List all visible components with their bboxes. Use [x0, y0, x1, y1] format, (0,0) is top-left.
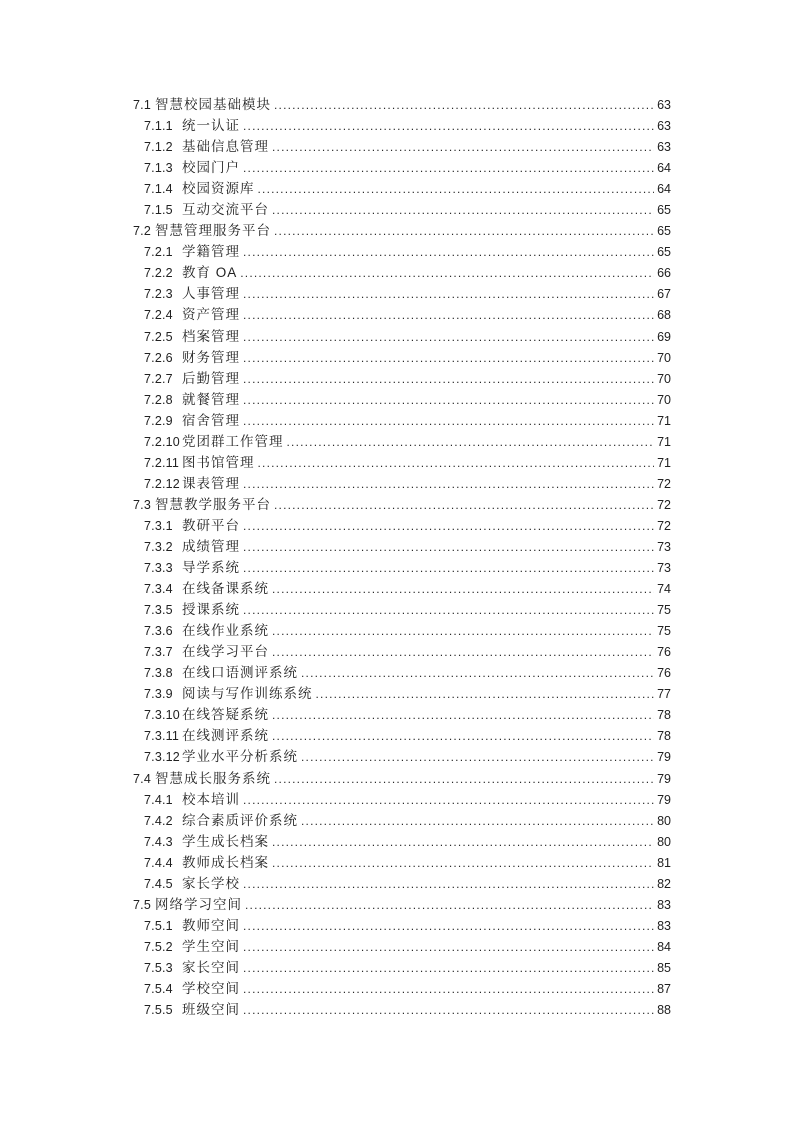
toc-entry-page-number: 79 — [657, 792, 671, 807]
toc-dot-leader — [301, 747, 654, 768]
toc-entry-title: 就餐管理 — [182, 391, 240, 407]
toc-entry-title: 学校空间 — [182, 980, 240, 996]
toc-entry[interactable] — [133, 452, 671, 473]
toc-entry-page-number: 83 — [657, 918, 671, 933]
toc-entry-page-number: 72 — [657, 476, 671, 491]
toc-entry-title: 网络学习空间 — [155, 896, 242, 912]
toc-entry[interactable] — [133, 536, 671, 557]
toc-entry[interactable] — [133, 473, 671, 494]
toc-entry-title: 学业水平分析系统 — [182, 749, 298, 765]
toc-dot-leader — [272, 705, 654, 726]
toc-entry[interactable] — [133, 347, 671, 368]
toc-entry-page-number: 84 — [657, 939, 671, 954]
toc-entry-page-number: 64 — [657, 161, 671, 176]
toc-entry-title: 教师成长档案 — [182, 854, 269, 870]
toc-entry-title: 校园门户 — [182, 160, 240, 176]
toc-entry[interactable] — [133, 136, 671, 157]
toc-entry-number: 7.1.3 — [144, 161, 173, 176]
toc-entry-title: 党团群工作管理 — [182, 433, 284, 449]
toc-entry-number: 7.4.4 — [144, 855, 173, 870]
toc-entry[interactable] — [133, 178, 671, 199]
toc-entry-number: 7.4.1 — [144, 792, 173, 807]
toc-entry[interactable] — [133, 431, 671, 452]
toc-entry[interactable] — [133, 515, 671, 536]
toc-entry-title: 学生成长档案 — [182, 833, 269, 849]
toc-entry-title: 在线备课系统 — [182, 581, 269, 597]
toc-entry-number: 7.3.12 — [144, 750, 180, 765]
toc-entry-title: 人事管理 — [182, 286, 240, 302]
toc-entry[interactable] — [133, 873, 671, 894]
toc-dot-leader — [243, 116, 654, 137]
toc-entry-page-number: 63 — [657, 140, 671, 155]
toc-entry-number: 7.1.4 — [144, 182, 173, 197]
toc-entry[interactable] — [133, 410, 671, 431]
toc-dot-leader — [243, 305, 654, 326]
toc-entry[interactable] — [133, 304, 671, 325]
toc-dot-leader — [272, 200, 654, 221]
toc-entry[interactable] — [133, 831, 671, 852]
toc-entry-page-number: 76 — [657, 645, 671, 660]
toc-entry[interactable] — [133, 157, 671, 178]
toc-entry-number: 7.3.7 — [144, 645, 173, 660]
toc-entry-number: 7.4 — [133, 771, 151, 786]
toc-entry[interactable] — [133, 683, 671, 704]
toc-dot-leader — [274, 95, 654, 116]
toc-entry-number: 7.1.1 — [144, 119, 173, 134]
toc-entry[interactable] — [133, 241, 671, 262]
toc-entry-page-number: 70 — [657, 371, 671, 386]
toc-entry-number: 7.3 — [133, 497, 151, 512]
toc-entry-title: 学籍管理 — [182, 244, 240, 260]
toc-entry-title: 在线作业系统 — [182, 623, 269, 639]
toc-dot-leader — [274, 769, 654, 790]
toc-entry-title: 后勤管理 — [182, 370, 240, 386]
toc-entry[interactable] — [133, 283, 671, 304]
toc-entry-number: 7.3.5 — [144, 603, 173, 618]
toc-dot-leader — [243, 327, 654, 348]
toc-entry-title: 宿舍管理 — [182, 412, 240, 428]
toc-dot-leader — [243, 1000, 654, 1021]
toc-dot-leader — [240, 263, 654, 284]
toc-entry-number: 7.2.9 — [144, 413, 173, 428]
toc-dot-leader — [243, 916, 654, 937]
toc-dot-leader — [243, 242, 654, 263]
toc-entry[interactable] — [133, 94, 671, 115]
toc-entry[interactable] — [133, 725, 671, 746]
toc-entry-title: 智慧成长服务系统 — [155, 770, 271, 786]
toc-dot-leader — [243, 158, 654, 179]
toc-entry-title: 智慧管理服务平台 — [155, 223, 271, 239]
toc-entry-page-number: 74 — [657, 582, 671, 597]
toc-dot-leader — [243, 284, 654, 305]
toc-entry-number: 7.2.4 — [144, 308, 173, 323]
toc-entry-page-number: 70 — [657, 392, 671, 407]
toc-entry-number: 7.1 — [133, 98, 151, 112]
toc-entry-title: 统一认证 — [182, 118, 240, 134]
toc-entry-page-number: 72 — [657, 518, 671, 533]
toc-entry-page-number: 71 — [657, 455, 671, 470]
toc-entry-number: 7.4.3 — [144, 834, 173, 849]
toc-dot-leader — [243, 979, 654, 1000]
toc-dot-leader — [316, 684, 655, 705]
toc-entry-page-number: 71 — [657, 434, 671, 449]
toc-entry-page-number: 76 — [657, 666, 671, 681]
toc-entry-title: 校园资源库 — [182, 181, 255, 197]
toc-dot-leader — [243, 600, 654, 621]
toc-dot-leader — [258, 453, 655, 474]
toc-dot-leader — [272, 832, 654, 853]
toc-entry-number: 7.2.11 — [144, 455, 180, 470]
toc-dot-leader — [274, 495, 654, 516]
toc-entry-page-number: 78 — [657, 708, 671, 723]
toc-dot-leader — [243, 411, 654, 432]
toc-dot-leader — [301, 663, 654, 684]
toc-entry[interactable] — [133, 704, 671, 725]
toc-entry-page-number: 63 — [657, 119, 671, 134]
toc-entry-page-number: 88 — [657, 1003, 671, 1018]
toc-entry-number: 7.3.2 — [144, 539, 173, 554]
toc-dot-leader — [243, 874, 654, 895]
toc-dot-leader — [272, 642, 654, 663]
toc-dot-leader — [272, 853, 654, 874]
toc-entry-title: 班级空间 — [182, 1002, 240, 1018]
toc-entry-title: 成绩管理 — [182, 538, 240, 554]
toc-entry-page-number: 64 — [657, 182, 671, 197]
toc-entry[interactable] — [133, 789, 671, 810]
toc-entry-title: 图书馆管理 — [182, 454, 255, 470]
toc-entry-title: 资产管理 — [182, 307, 240, 323]
toc-entry[interactable] — [133, 620, 671, 641]
toc-entry-title: 档案管理 — [182, 328, 240, 344]
toc-entry-page-number: 85 — [657, 960, 671, 975]
toc-entry-number: 7.5.3 — [144, 960, 173, 975]
toc-entry-page-number: 63 — [657, 98, 671, 112]
toc-entry-title: 学生空间 — [182, 938, 240, 954]
toc-entry-number: 7.5.4 — [144, 981, 173, 996]
toc-dot-leader — [243, 958, 654, 979]
toc-entry-number: 7.2 — [133, 224, 151, 239]
toc-entry-title: 智慧校园基础模块 — [155, 97, 271, 112]
toc-entry-number: 7.2.12 — [144, 476, 180, 491]
toc-entry[interactable] — [133, 199, 671, 220]
toc-entry-number: 7.5.1 — [144, 918, 173, 933]
toc-list — [133, 94, 671, 1020]
toc-entry-number: 7.5 — [133, 897, 151, 912]
toc-entry-title: 在线答疑系统 — [182, 707, 269, 723]
toc-entry-title: 在线口语测评系统 — [182, 665, 298, 681]
toc-entry-page-number: 65 — [657, 203, 671, 218]
toc-entry[interactable] — [133, 220, 671, 241]
toc-dot-leader — [287, 432, 655, 453]
toc-entry[interactable] — [133, 936, 671, 957]
toc-entry[interactable] — [133, 768, 671, 789]
toc-entry-number: 7.2.8 — [144, 392, 173, 407]
toc-entry-page-number: 79 — [657, 771, 671, 786]
toc-entry[interactable] — [133, 368, 671, 389]
toc-dot-leader — [258, 179, 655, 200]
toc-entry-title: 阅读与写作训练系统 — [182, 686, 313, 702]
toc-entry-title: 家长学校 — [182, 875, 240, 891]
toc-entry-number: 7.2.1 — [144, 245, 173, 260]
toc-dot-leader — [272, 137, 654, 158]
toc-entry[interactable] — [133, 641, 671, 662]
toc-entry-page-number: 66 — [657, 266, 671, 281]
toc-entry-title: 基础信息管理 — [182, 139, 269, 155]
toc-entry-title: 财务管理 — [182, 349, 240, 365]
toc-entry-page-number: 65 — [657, 245, 671, 260]
toc-entry-page-number: 79 — [657, 750, 671, 765]
toc-entry-page-number: 71 — [657, 413, 671, 428]
toc-entry-page-number: 73 — [657, 539, 671, 554]
toc-entry-number: 7.2.5 — [144, 329, 173, 344]
toc-entry-title: 校本培训 — [182, 791, 240, 807]
toc-entry[interactable] — [133, 894, 671, 915]
toc-entry-title: 教研平台 — [182, 517, 240, 533]
toc-dot-leader — [243, 558, 654, 579]
toc-entry[interactable] — [133, 810, 671, 831]
toc-entry-title: 课表管理 — [182, 475, 240, 491]
toc-entry[interactable] — [133, 389, 671, 410]
toc-entry-number: 7.4.2 — [144, 813, 173, 828]
toc-dot-leader — [272, 579, 654, 600]
toc-entry-number: 7.2.10 — [144, 434, 180, 449]
toc-entry-title: 家长空间 — [182, 959, 240, 975]
toc-entry-number: 7.2.2 — [144, 266, 173, 281]
toc-entry[interactable] — [133, 978, 671, 999]
toc-entry-page-number: 80 — [657, 813, 671, 828]
toc-entry-page-number: 80 — [657, 834, 671, 849]
toc-entry-title: 在线测评系统 — [182, 728, 269, 744]
toc-entry[interactable] — [133, 746, 671, 767]
toc-entry-number: 7.3.10 — [144, 708, 180, 723]
toc-dot-leader — [243, 369, 654, 390]
toc-entry[interactable] — [133, 852, 671, 873]
toc-dot-leader — [245, 895, 654, 916]
toc-dot-leader — [243, 348, 654, 369]
toc-dot-leader — [301, 811, 654, 832]
toc-entry-page-number: 70 — [657, 350, 671, 365]
toc-entry[interactable] — [133, 115, 671, 136]
toc-dot-leader — [243, 516, 654, 537]
toc-entry[interactable] — [133, 494, 671, 515]
toc-entry-number: 7.2.6 — [144, 350, 173, 365]
toc-dot-leader — [243, 790, 654, 811]
toc-entry-number: 7.5.2 — [144, 939, 173, 954]
toc-entry-title: 教育 OA — [182, 265, 238, 281]
toc-entry-number: 7.5.5 — [144, 1003, 173, 1018]
toc-entry[interactable] — [133, 999, 671, 1020]
toc-entry[interactable] — [133, 262, 671, 283]
toc-entry-page-number: 82 — [657, 876, 671, 891]
toc-entry-title: 教师空间 — [182, 917, 240, 933]
toc-entry-page-number: 68 — [657, 308, 671, 323]
toc-entry-page-number: 77 — [657, 687, 671, 702]
toc-entry-page-number: 73 — [657, 561, 671, 576]
toc-entry-page-number: 75 — [657, 624, 671, 639]
toc-entry-title: 综合素质评价系统 — [182, 812, 298, 828]
toc-entry-page-number: 81 — [657, 855, 671, 870]
toc-entry-page-number: 65 — [657, 224, 671, 239]
toc-entry[interactable] — [133, 662, 671, 683]
toc-entry[interactable] — [133, 557, 671, 578]
toc-entry-title: 导学系统 — [182, 560, 240, 576]
toc-entry-number: 7.2.3 — [144, 287, 173, 302]
toc-entry-title: 在线学习平台 — [182, 644, 269, 660]
toc-entry-page-number: 87 — [657, 981, 671, 996]
toc-dot-leader — [243, 474, 654, 495]
toc-entry-page-number: 72 — [657, 497, 671, 512]
toc-entry-title: 授课系统 — [182, 602, 240, 618]
toc-dot-leader — [272, 726, 654, 747]
toc-entry-number: 7.3.3 — [144, 561, 173, 576]
toc-entry[interactable] — [133, 915, 671, 936]
toc-entry[interactable] — [133, 326, 671, 347]
toc-dot-leader — [243, 937, 654, 958]
toc-entry-number: 7.3.11 — [144, 729, 180, 744]
toc-entry-number: 7.4.5 — [144, 876, 173, 891]
toc-entry[interactable] — [133, 578, 671, 599]
toc-entry-number: 7.3.9 — [144, 687, 173, 702]
toc-entry-page-number: 69 — [657, 329, 671, 344]
toc-dot-leader — [274, 221, 654, 242]
toc-entry-number: 7.3.1 — [144, 518, 173, 533]
toc-entry[interactable] — [133, 957, 671, 978]
toc-entry-number: 7.1.5 — [144, 203, 173, 218]
toc-entry-number: 7.1.2 — [144, 140, 173, 155]
toc-entry-number: 7.3.6 — [144, 624, 173, 639]
toc-entry-number: 7.2.7 — [144, 371, 173, 386]
toc-entry[interactable] — [133, 599, 671, 620]
toc-entry-title: 智慧教学服务平台 — [155, 496, 271, 512]
toc-entry-number: 7.3.4 — [144, 582, 173, 597]
toc-entry-number: 7.3.8 — [144, 666, 173, 681]
toc-entry-page-number: 67 — [657, 287, 671, 302]
toc-dot-leader — [243, 390, 654, 411]
toc-entry-page-number: 83 — [657, 897, 671, 912]
toc-entry-page-number: 75 — [657, 603, 671, 618]
toc-dot-leader — [272, 621, 654, 642]
toc-entry-page-number: 78 — [657, 729, 671, 744]
toc-entry-title: 互动交流平台 — [182, 202, 269, 218]
toc-dot-leader — [243, 537, 654, 558]
